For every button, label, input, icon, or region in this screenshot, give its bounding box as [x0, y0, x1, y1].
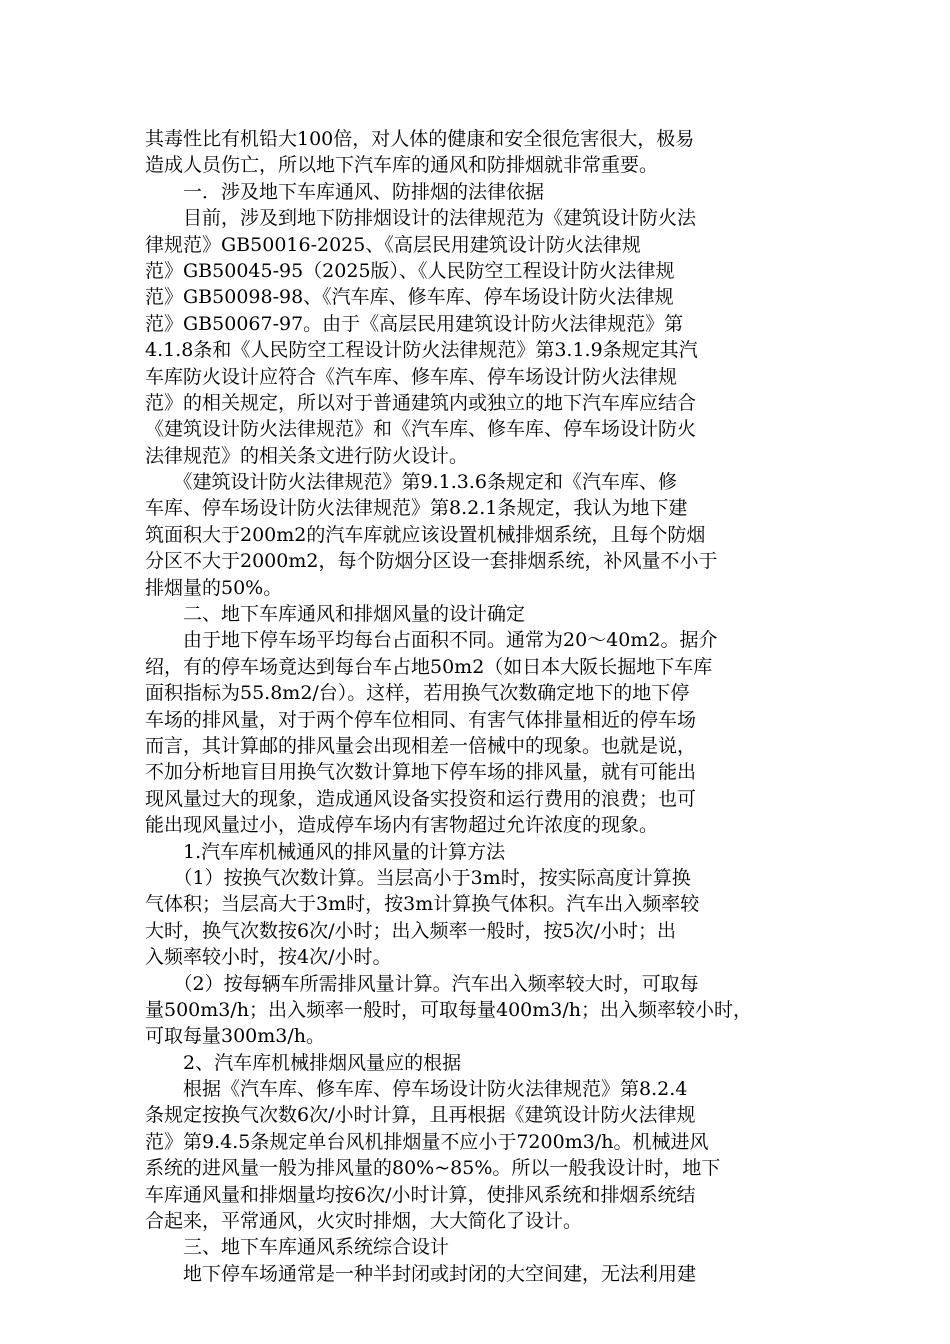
text-line: 车库通风量和排烟量均按6次/小时计算，使排风系统和排烟系统结 [145, 1183, 696, 1206]
text-line: 车库防火设计应符合《汽车库、修车库、停车场设计防火法律规 [145, 365, 678, 388]
text-line: 根据《汽车库、修车库、停车场设计防火法律规范》第8.2.4 [145, 1078, 688, 1101]
text-line: 气体积；当层高大于3m时，按3m计算换气体积。汽车出入频率较 [145, 893, 700, 916]
text-line: 造成人员伤亡，所以地下汽车库的通风和防排烟就非常重要。 [145, 154, 659, 177]
section-heading: 一．涉及地下车库通风、防排烟的法律依据 [145, 180, 545, 203]
text-line: 《建筑设计防火法律规范》第9.1.3.6条规定和《汽车库、修 [145, 471, 677, 494]
text-line: 范》GB50098-98、《汽车库、修车库、停车场设计防火法律规 [145, 286, 674, 309]
text-line: 不加分析地盲目用换气次数计算地下停车场的排风量，就有可能出 [145, 761, 697, 784]
text-line: 车库、停车场设计防火法律规范》第8.2.1条规定，我认为地下建 [145, 497, 688, 520]
text-line: 其毒性比有机铅大100倍，对人体的健康和安全很危害很大，极易 [145, 128, 695, 150]
text-line: 范》的相关规定，所以对于普通建筑内或独立的地下汽车库应结合 [145, 391, 697, 414]
text-line: 范》GB50045-95（2025版）、《人民防空工程设计防火法律规 [145, 259, 675, 282]
text-line: 范》GB50067-97。由于《高层民用建筑设计防火法律规范》第 [145, 312, 684, 335]
section-heading: 二、地下车库通风和排烟风量的设计确定 [145, 603, 526, 626]
text-line: 《建筑设计防火法律规范》和《汽车库、修车库、停车场设计防火 [145, 418, 697, 441]
text-line: 筑面积大于200m2的汽车库就应该设置机械排烟系统，且每个防烟 [145, 523, 706, 546]
text-line: 分区不大于2000m2，每个防烟分区设一套排烟系统，补风量不小于 [145, 550, 718, 573]
subsection-heading: 1.汽车库机械通风的排风量的计算方法 [145, 840, 506, 863]
text-line: 条规定按换气次数6次/小时计算，且再根据《建筑设计防火法律规 [145, 1104, 696, 1127]
text-line: 绍，有的停车场竟达到每台车占地50m2（如日本大阪长掘地下车库 [145, 655, 713, 678]
text-line: 律规范》GB50016-2025、《高层民用建筑设计防火法律规 [145, 233, 641, 256]
text-line: 而言，其计算邮的排风量会出现相差一倍械中的现象。也就是说， [145, 734, 697, 757]
text-line: 大时，换气次数按6次/小时；出入频率一般时，按5次/小时；出 [145, 919, 676, 942]
text-line: 系统的进风量一般为排风量的80%~85%。所以一般我设计时，地下 [145, 1157, 721, 1180]
text-line: 入频率较小时，按4次/小时。 [145, 946, 392, 969]
text-line: 可取每量300m3/h。 [145, 1025, 326, 1048]
text-line: 能出现风量过小，造成停车场内有害物超过允许浓度的现象。 [145, 814, 659, 837]
text-line: 由于地下停车场平均每台占面积不同。通常为20～40m2。据介 [145, 629, 718, 652]
text-line: 面积指标为55.8m2/台）。这样，若用换气次数确定地下的地下停 [145, 682, 690, 705]
text-line: 4.1.8条和《人民防空工程设计防火法律规范》第3.1.9条规定其汽 [145, 339, 698, 362]
text-line: 车场的排风量，对于两个停车位相同、有害气体排量相近的停车场 [145, 708, 697, 731]
text-line: 现风量过大的现象，造成通风设备实投资和运行费用的浪费；也可 [145, 787, 697, 810]
text-line: （2）按每辆车所需排风量计算。汽车出入频率较大时，可取每 [145, 972, 699, 995]
text-line: 量500m3/h；出入频率一般时，可取每量400m3/h；出入频率较小时， [145, 998, 753, 1021]
text-line: 地下停车场通常是一种半封闭或封闭的大空间建，无法利用建 [145, 1262, 697, 1285]
text-line: 法律规范》的相关条文进行防火设计。 [145, 444, 469, 467]
text-line: 目前，涉及到地下防排烟设计的法律规范为《建筑设计防火法 [145, 207, 697, 230]
subsection-heading: 2、汽车库机械排烟风量应的根据 [145, 1051, 462, 1074]
document-body [145, 126, 815, 1287]
text-line: 合起来，平常通风，火灾时排烟，大大简化了设计。 [145, 1210, 583, 1233]
section-heading: 三、地下车库通风系统综合设计 [145, 1236, 450, 1259]
text-line: 排烟量的50%。 [145, 576, 283, 599]
text-line: （1）按换气次数计算。当层高小于3m时，按实际高度计算换 [145, 866, 691, 889]
text-line: 范》第9.4.5条规定单台风机排烟量不应小于7200m3/h。机械进风 [145, 1130, 709, 1153]
